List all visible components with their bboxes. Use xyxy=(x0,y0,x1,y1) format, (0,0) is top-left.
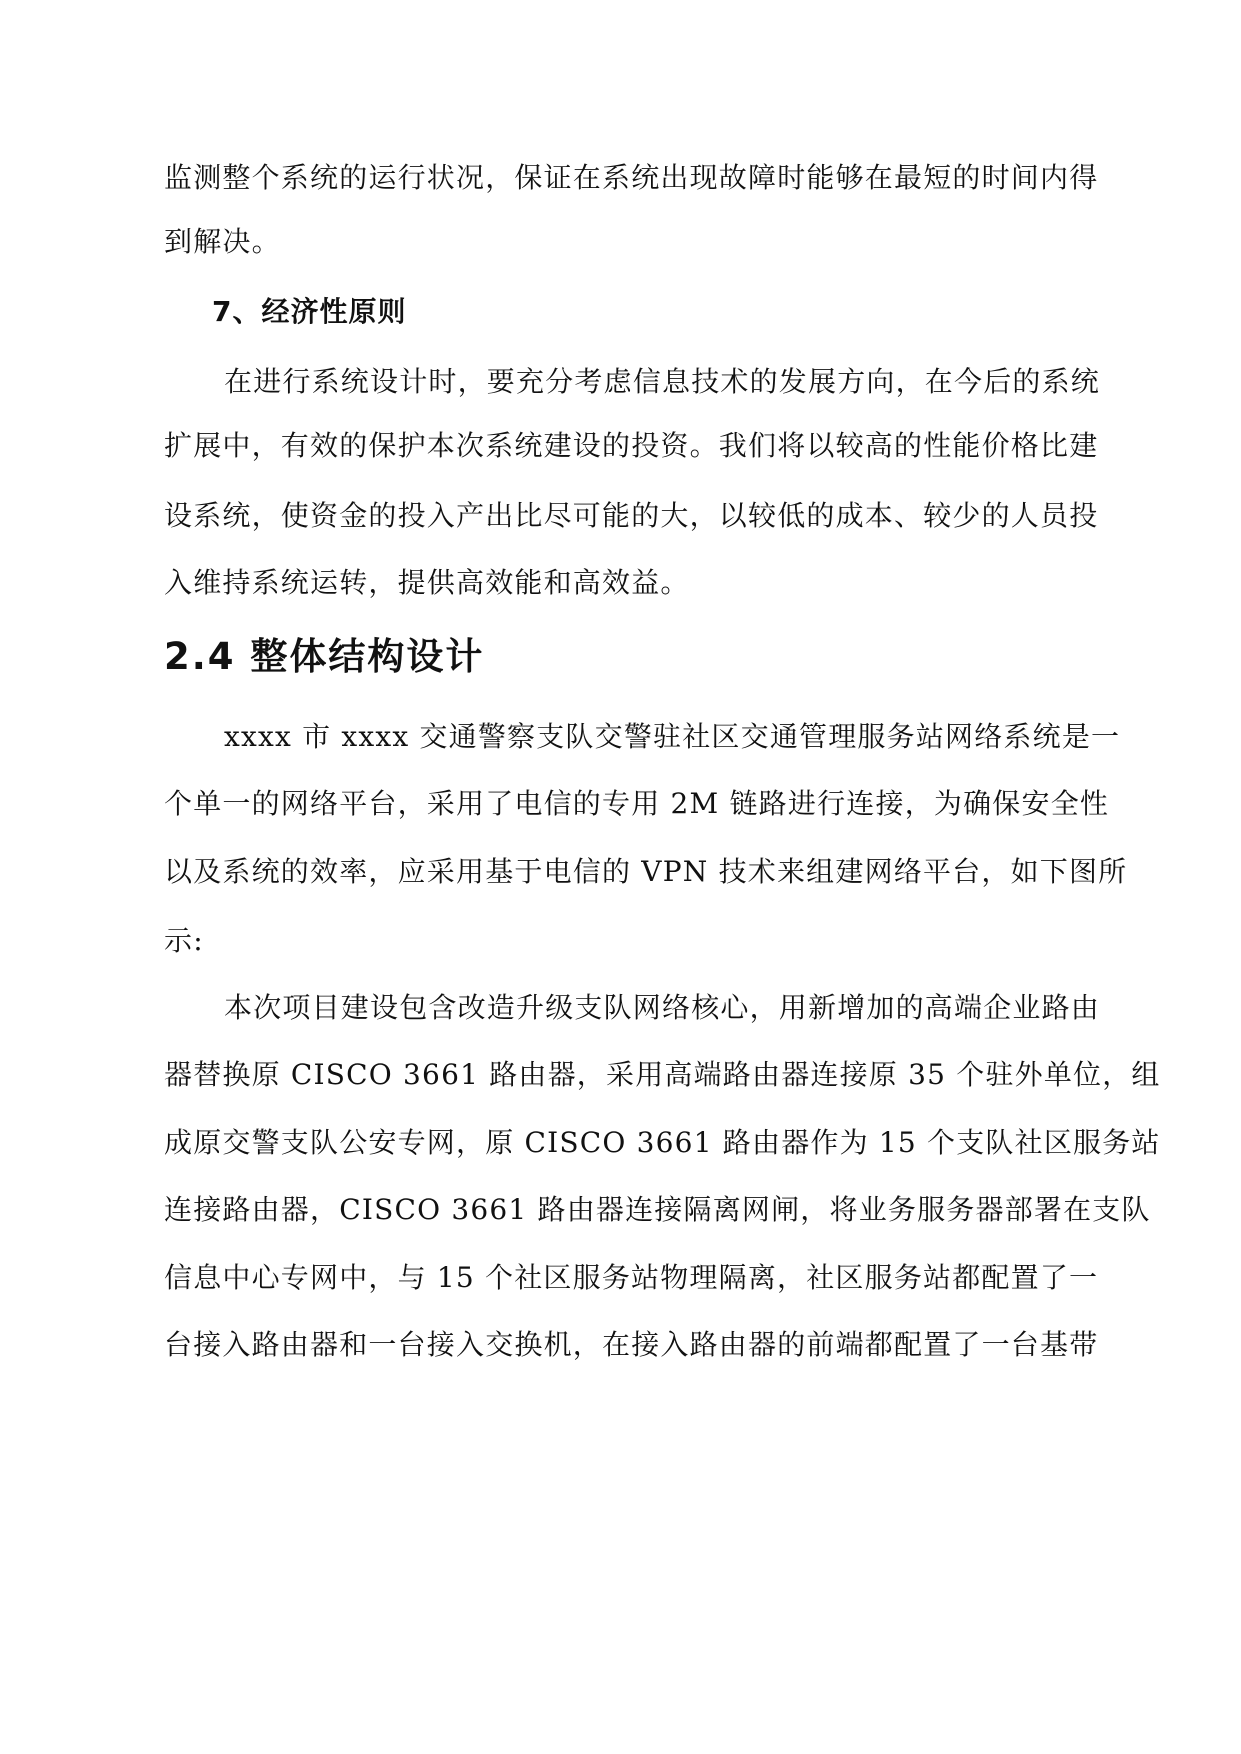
body-text-line: 连接路由器，CISCO 3661 路由器连接隔离网闸，将业务服务器部署在支队 xyxy=(164,1193,1151,1226)
body-text-line: 台接入路由器和一台接入交换机，在接入路由器的前端都配置了一台基带 xyxy=(164,1328,1099,1361)
subheading-economy-principle: 7、经济性原则 xyxy=(212,295,407,328)
body-text-line: 扩展中，有效的保护本次系统建设的投资。我们将以较高的性能价格比建 xyxy=(164,429,1099,462)
body-text-line: 信息中心专网中，与 15 个社区服务站物理隔离，社区服务站都配置了一 xyxy=(164,1261,1099,1294)
body-text-line: 设系统，使资金的投入产出比尽可能的大，以较低的成本、较少的人员投 xyxy=(164,499,1099,532)
body-text-line: 本次项目建设包含改造升级支队网络核心，用新增加的高端企业路由 xyxy=(224,991,1101,1024)
body-text-line: 在进行系统设计时，要充分考虑信息技术的发展方向，在今后的系统 xyxy=(224,365,1101,398)
body-text-line: 示: xyxy=(164,924,204,957)
body-text-line: 个单一的网络平台，采用了电信的专用 2M 链路进行连接，为确保安全性 xyxy=(164,787,1110,820)
section-heading: 2.4 整体结构设计 xyxy=(164,635,485,678)
body-text-line: 监测整个系统的运行状况，保证在系统出现故障时能够在最短的时间内得 xyxy=(164,161,1099,194)
body-text-line: 到解决。 xyxy=(164,225,281,258)
body-text-line: 成原交警支队公安专网，原 CISCO 3661 路由器作为 15 个支队社区服务站 xyxy=(164,1126,1161,1159)
body-text-line: xxxx 市 xxxx 交通警察支队交警驻社区交通管理服务站网络系统是一 xyxy=(224,720,1121,753)
body-text-line: 以及系统的效率，应采用基于电信的 VPN 技术来组建网络平台，如下图所 xyxy=(164,855,1128,888)
body-text-line: 入维持系统运转，提供高效能和高效益。 xyxy=(164,566,690,599)
body-text-line: 器替换原 CISCO 3661 路由器，采用高端路由器连接原 35 个驻外单位，组 xyxy=(164,1058,1161,1091)
